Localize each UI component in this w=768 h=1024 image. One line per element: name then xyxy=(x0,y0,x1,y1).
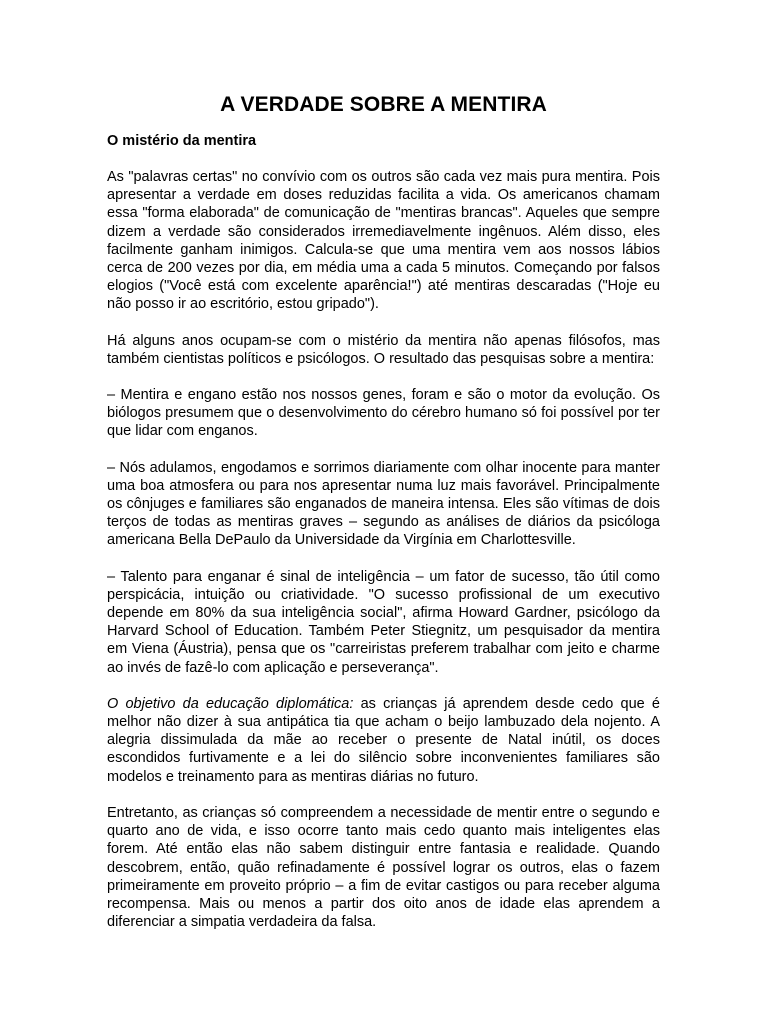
section-heading: O mistério da mentira xyxy=(107,133,257,149)
paragraph-text: – Talento para enganar é sinal de inteligência – um fator de sucesso, tão útil como perspicácia, intuição ou criatividade. "O sucesso profissional de um executivo depende em 80% da sua inteligência social", afirma Howard Gardner, psicólogo da Harvard School of Education. Também Peter Stiegnitz, um pesquisador da mentira em Viena (Áustria), pensa que os "carreiristas preferem trabalhar com jeito e charme ao invés de fazê-lo com aplicação e perseverança". xyxy=(107,568,660,676)
paragraph-research xyxy=(107,332,660,368)
paragraph-genes xyxy=(107,386,660,441)
document-title: A VERDADE SOBRE A MENTIRA xyxy=(220,93,547,116)
paragraph-lead-italic: O objetivo da educação diplomática: xyxy=(107,695,354,712)
paragraph-text: Entretanto, as crianças só compreendem a necessidade de mentir entre o segundo e quarto ano de vida, e isso ocorre tanto mais cedo quanto mais inteligentes elas forem. Até então elas não sabem distinguir entre fantasia e realidade. Quando descobrem, então, quão refinadamente é possível lograr os outros, elas o fazem primeiramente em proveito próprio – a fim de evitar castigos ou para receber alguma recompensa. Mais ou menos a partir dos oito anos de idade elas aprendem a diferenciar a simpatia verdadeira da falsa. xyxy=(107,804,660,931)
paragraph-text: – Mentira e engano estão nos nossos genes, foram e são o motor da evolução. Os biólogos presumem que o desenvolvimento do cérebro humano só foi possível por ter que lidar com enganos. xyxy=(107,387,660,440)
paragraph-talent xyxy=(107,568,660,677)
paragraph-text: As "palavras certas" no convívio com os outros são cada vez mais pura mentira. Pois apresentar a verdade em doses reduzidas facilita a vida. Os americanos chamam essa "forma elaborada" de comunicação de "mentiras brancas". Aqueles que sempre dizem a verdade são considerados irremediavelmente ingênuos. Além disso, eles facilmente ganham inimigos. Calcula-se que uma mentira vem aos nossos lábios cerca de 200 vezes por dia, em média uma a cada 5 minutos. Começando por falsos elogios ("Você está com excelente aparência!") até mentiras descaradas ("Hoje eu não posso ir ao escritório, estou gripado"). xyxy=(107,169,660,313)
paragraph-children xyxy=(107,804,660,931)
paragraph-text: – Nós adulamos, engodamos e sorrimos diariamente com olhar inocente para manter uma boa atmosfera ou para nos apresentar numa luz mais favorável. Principalmente os cônjuges e familiares são enganados de maneira intensa. Eles são vítimas de dois terços de todas as mentiras graves – segundo as análises de diários da psicóloga americana Bella DePaulo da Universidade da Virgínia em Charlottesville. xyxy=(107,459,660,549)
paragraph-text: as crianças já aprendem desde cedo que é melhor não dizer à sua antipática tia que acham o beijo lambuzado dela nojento. A alegria dissimulada da mãe ao receber o presente de Natal inútil, os doces escondidos furtivamente e a lei do silêncio sobre inconvenientes familiares são modelos e treinamento para as mentiras diárias no futuro. xyxy=(107,695,660,785)
paragraph-flattery xyxy=(107,459,660,550)
paragraph-intro xyxy=(107,168,660,314)
paragraph-education xyxy=(107,695,660,786)
paragraph-text: Há alguns anos ocupam-se com o mistério da mentira não apenas filósofos, mas também cientistas políticos e psicólogos. O resultado das pesquisas sobre a mentira: xyxy=(107,332,660,367)
